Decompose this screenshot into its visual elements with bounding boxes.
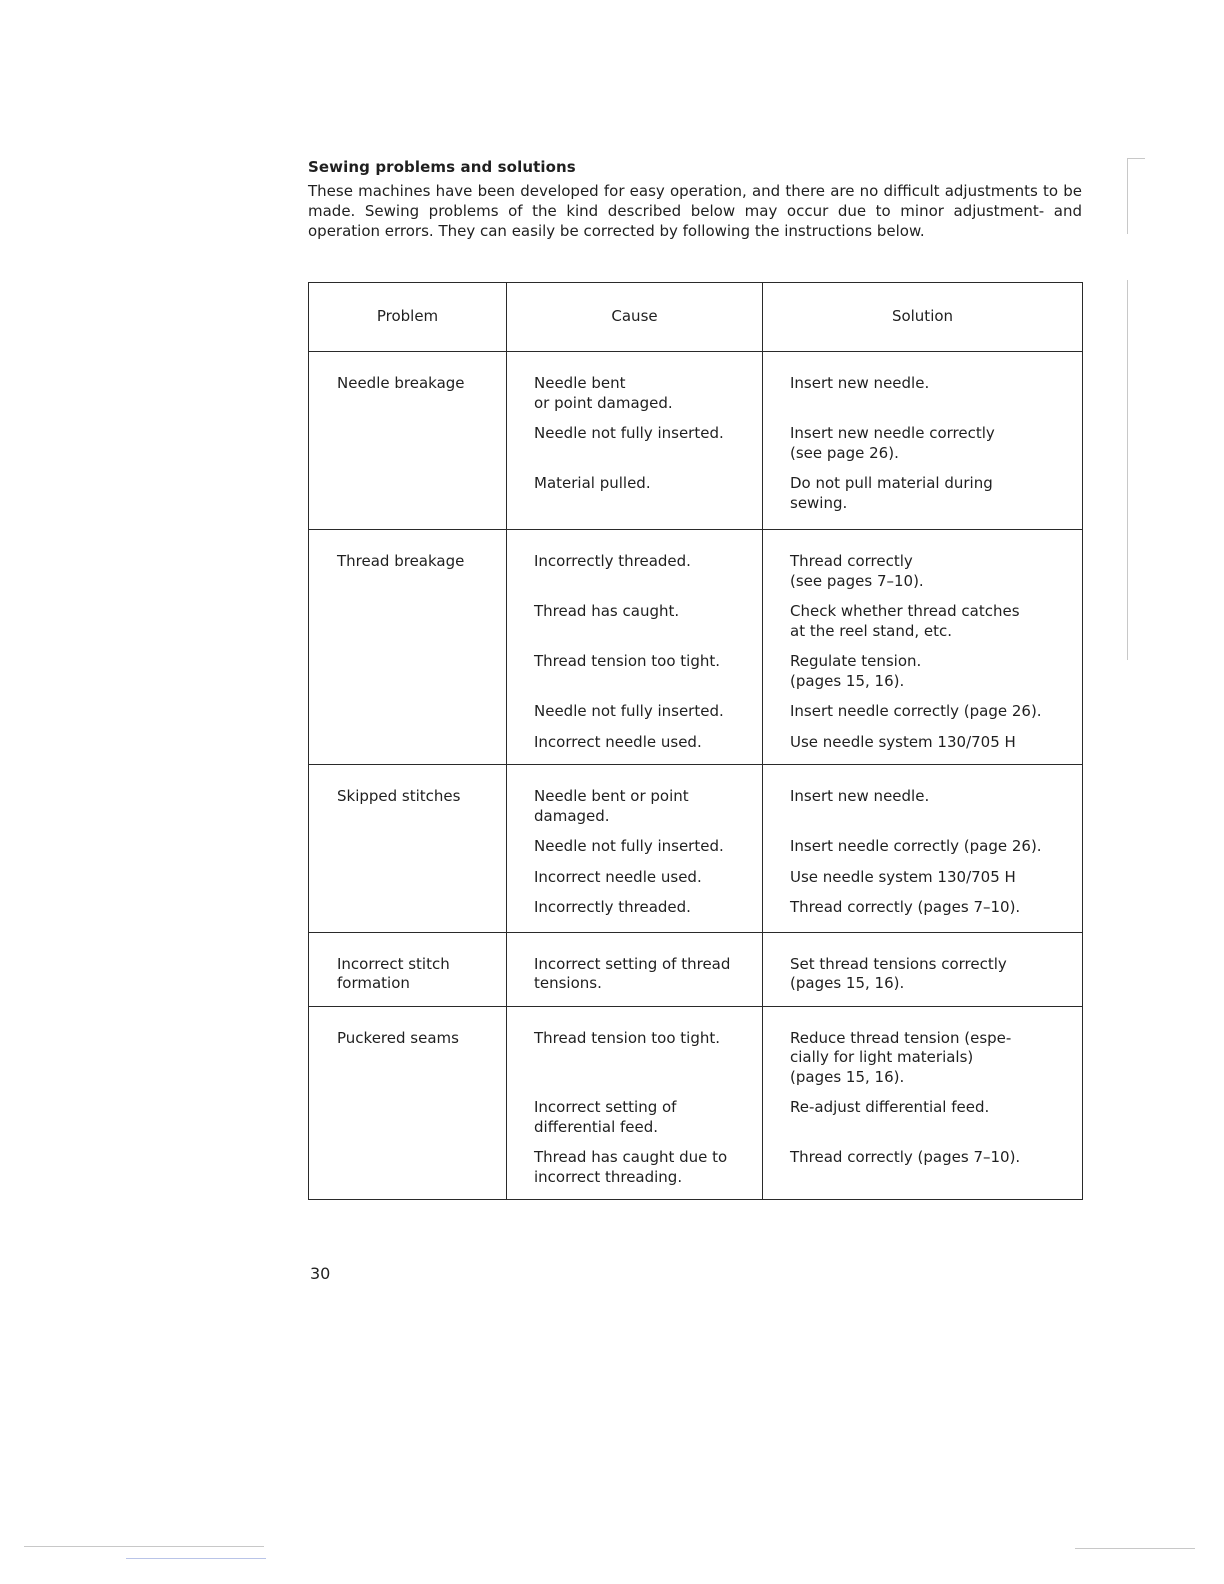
cause-item: Needle bent or point damaged.	[534, 787, 689, 825]
scan-bottom-line	[24, 1546, 264, 1547]
solution-cell	[763, 765, 1083, 933]
scan-bottom-line	[126, 1558, 266, 1559]
solution-item: Insert new needle correctly (see page 26).	[790, 424, 995, 462]
cause-cell	[507, 530, 763, 765]
table-row	[309, 765, 1083, 933]
cause-cell	[507, 932, 763, 1006]
scan-edge-tick	[1127, 158, 1145, 159]
problem-cell	[309, 352, 507, 530]
cause-item: Incorrect needle used.	[534, 732, 702, 751]
cause-cell	[507, 765, 763, 933]
header-problem: Problem	[309, 283, 507, 352]
problem-cell	[309, 1006, 507, 1200]
problem-label: Thread breakage	[337, 552, 465, 570]
cause-item: Needle not fully inserted.	[534, 837, 724, 855]
problem-cell	[309, 530, 507, 765]
table-body	[309, 352, 1083, 1200]
solution-item: Re-adjust differential feed.	[790, 1098, 990, 1116]
cause-item: Thread has caught due to incorrect threading.	[534, 1148, 728, 1186]
scan-bottom-line	[1075, 1548, 1195, 1549]
cause-item: Thread has caught.	[534, 602, 680, 620]
solution-item: Insert new needle.	[790, 787, 930, 805]
cause-item: Needle not fully inserted.	[534, 702, 724, 720]
cause-cell	[507, 1006, 763, 1200]
cause-item: Thread tension too tight.	[534, 1028, 720, 1047]
table-row	[309, 530, 1083, 765]
header-cause: Cause	[507, 283, 763, 352]
page-number: 30	[310, 1264, 331, 1283]
cause-item: Incorrect setting of thread tensions.	[534, 954, 731, 992]
solution-item: Use needle system 130/705 H	[790, 732, 1016, 751]
cause-item: Needle bent or point damaged.	[534, 374, 673, 412]
intro-paragraph: These machines have been developed for easy operation, and there are no difficult adjustments to be made. Sewing problems of the kind described below may occur due to minor adjustment- and operation errors. They can easily be corrected by following the instructions below.	[308, 182, 1082, 240]
solution-item: Insert needle correctly (page 26).	[790, 837, 1042, 855]
solution-item: Reduce thread tension (espe- cially for light materials) (pages 15, 16).	[790, 1028, 1012, 1086]
scan-edge-line	[1127, 280, 1128, 660]
solution-item: Insert new needle.	[790, 374, 930, 392]
problem-cell	[309, 765, 507, 933]
solution-item: Set thread tensions correctly (pages 15, 16).	[790, 954, 1007, 992]
solution-item: Thread correctly (pages 7–10).	[790, 1148, 1021, 1166]
solution-cell	[763, 932, 1083, 1006]
section-heading: Sewing problems and solutions	[308, 158, 576, 176]
solution-cell	[763, 530, 1083, 765]
solution-item: Thread correctly (see pages 7–10).	[790, 552, 924, 590]
table-row	[309, 932, 1083, 1006]
cause-item: Needle not fully inserted.	[534, 424, 724, 442]
cause-item: Incorrect setting of differential feed.	[534, 1098, 677, 1136]
problem-label: Skipped stitches	[337, 787, 461, 805]
table-row	[309, 352, 1083, 530]
cause-item: Material pulled.	[534, 474, 651, 492]
problem-label: Needle breakage	[337, 374, 465, 392]
cause-item: Thread tension too tight.	[534, 652, 720, 670]
solution-cell	[763, 352, 1083, 530]
solution-item: Check whether thread catches at the reel stand, etc.	[790, 602, 1020, 640]
solution-item: Thread correctly (pages 7–10).	[790, 898, 1021, 916]
problem-label: Incorrect stitch formation	[337, 954, 450, 992]
troubleshooting-table	[308, 282, 1083, 1200]
scan-edge-line	[1127, 158, 1128, 234]
table-header-row	[309, 283, 1083, 352]
solution-item: Use needle system 130/705 H	[790, 867, 1016, 886]
problem-label: Puckered seams	[337, 1028, 459, 1047]
solution-item: Insert needle correctly (page 26).	[790, 702, 1042, 720]
solution-item: Do not pull material during sewing.	[790, 474, 993, 512]
table-row	[309, 1006, 1083, 1200]
solution-item: Regulate tension. (pages 15, 16).	[790, 652, 922, 690]
header-solution: Solution	[763, 283, 1083, 352]
cause-cell	[507, 352, 763, 530]
problem-cell	[309, 932, 507, 1006]
solution-cell	[763, 1006, 1083, 1200]
cause-item: Incorrectly threaded.	[534, 552, 691, 570]
cause-item: Incorrectly threaded.	[534, 898, 691, 916]
cause-item: Incorrect needle used.	[534, 867, 702, 886]
